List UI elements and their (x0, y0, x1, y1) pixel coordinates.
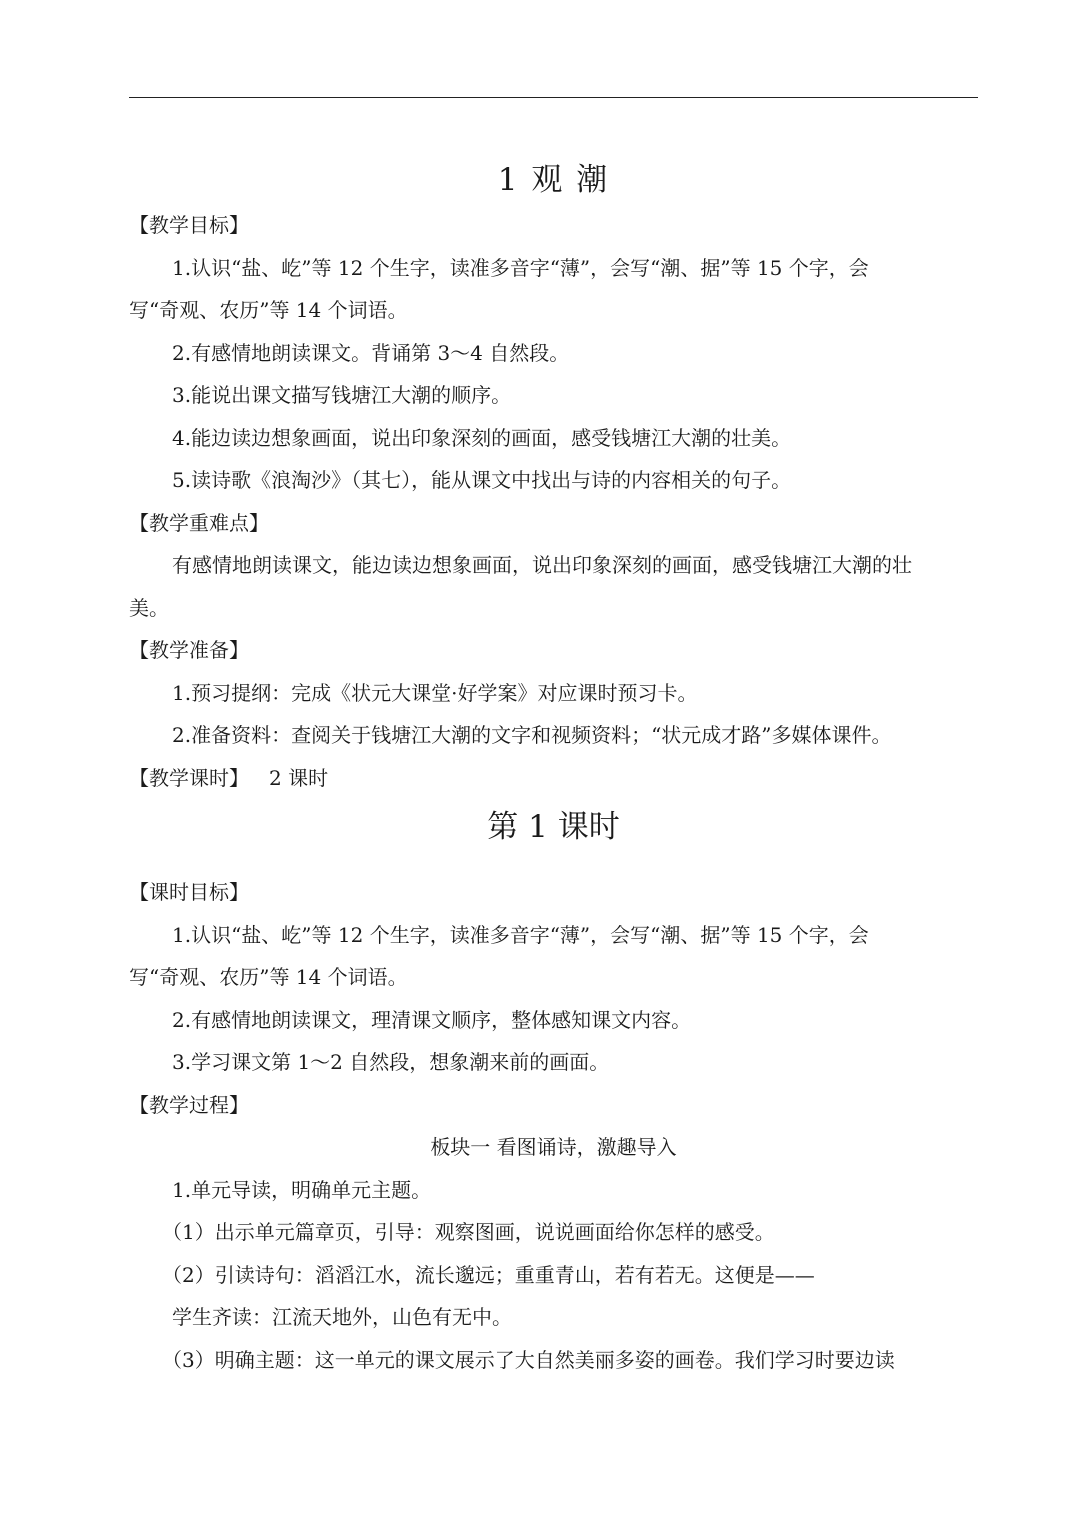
goal-item-5: 5.读诗歌《浪淘沙》（其七），能从课文中找出与诗的内容相关的句子。 (172, 468, 792, 492)
goals-heading: 【教学目标】 (129, 213, 249, 237)
process-step-1: 1.单元导读，明确单元主题。 (172, 1177, 432, 1202)
period-goal-3: 3.学习课文第 1～2 自然段，想象潮来前的画面。 (172, 1050, 610, 1074)
period-goal-1-cont: 写“奇观、农历”等 14 个词语。 (129, 965, 408, 989)
period-goal-1: 1.认识“盐、屹”等 12 个生字，读准多音字“薄”，会写“潮、据”等 15 个字，会 (172, 922, 869, 947)
prep-item-2: 2.准备资料：查阅关于钱塘江大潮的文字和视频资料；“状元成才路”多媒体课件。 (172, 723, 892, 747)
key-points-text-cont: 美。 (129, 595, 169, 620)
process-heading: 【教学过程】 (129, 1092, 249, 1117)
goal-item-3: 3.能说出课文描写钱塘江大潮的顺序。 (172, 383, 512, 407)
period-goals-heading: 【课时目标】 (129, 880, 249, 904)
lesson-title: 1 观 潮 (497, 162, 610, 198)
prep-heading: 【教学准备】 (129, 638, 249, 662)
goal-item-2: 2.有感情地朗读课文。背诵第 3～4 自然段。 (172, 340, 570, 365)
hours-heading: 【教学课时】 (129, 765, 249, 790)
key-points-heading: 【教学重难点】 (129, 510, 269, 535)
process-student-reading: 学生齐读：江流天地外，山色有无中。 (172, 1305, 512, 1329)
block-title: 板块一 看图诵诗，激趣导入 (430, 1135, 677, 1159)
goal-item-4: 4.能边读边想象画面，说出印象深刻的画面，感受钱塘江大潮的壮美。 (172, 425, 792, 450)
period-goal-2: 2.有感情地朗读课文，理清课文顺序，整体感知课文内容。 (172, 1007, 692, 1032)
process-step-1-sub-3: （3）明确主题：这一单元的课文展示了大自然美丽多姿的画卷。我们学习时要边读 (162, 1347, 895, 1372)
period-title: 第 1 课时 (487, 809, 620, 845)
key-points-text: 有感情地朗读课文，能边读边想象画面，说出印象深刻的画面，感受钱塘江大潮的壮 (172, 553, 912, 577)
hours-value: 2 课时 (269, 765, 329, 790)
prep-item-1: 1.预习提纲：完成《状元大课堂·好学案》对应课时预习卡。 (172, 680, 698, 705)
header-rule (129, 97, 978, 98)
hours-row (129, 757, 978, 800)
document-page (129, 160, 978, 1381)
process-step-1-sub-2: （2）引读诗句：滔滔江水，流长邈远；重重青山，若有若无。这便是—— (162, 1262, 815, 1287)
goal-item-1: 1.认识“盐、屹”等 12 个生字，读准多音字“薄”，会写“潮、据”等 15 个字，会 (172, 255, 869, 280)
goal-item-1-cont: 写“奇观、农历”等 14 个词语。 (129, 298, 408, 322)
process-step-1-sub-1: （1）出示单元篇章页，引导：观察图画，说说画面给你怎样的感受。 (162, 1220, 775, 1244)
